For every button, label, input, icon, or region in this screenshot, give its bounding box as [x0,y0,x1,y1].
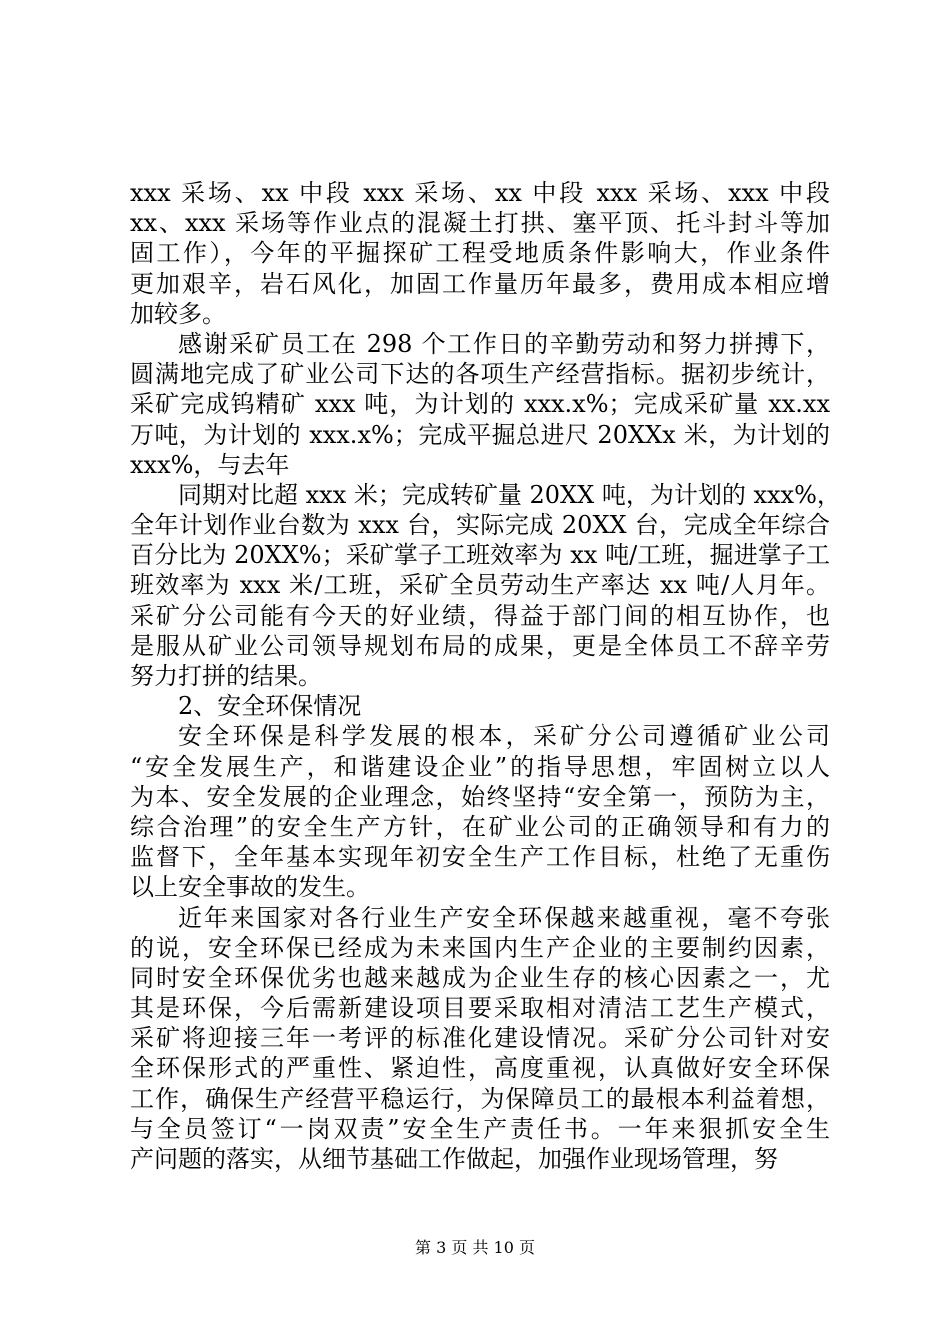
text-line: 采矿完成钨精矿 xxx 吨，为计划的 xxx.x%；完成采矿量 xx.xx [130,390,830,419]
text-line: 为本、安全发展的企业理念，始终坚持“安全第一，预防为主， [130,782,830,811]
document-body [130,178,841,1174]
text-line: 近年来国家对各行业生产安全环保越来越重视，毫不夸张 [178,903,830,932]
text-line: 万吨，为计划的 xxx.x%；完成平掘总进尺 20XXx 米，为计划的 [130,420,830,449]
text-line: 同期对比超 xxx 米；完成转矿量 20XX 吨，为计划的 xxx%， [178,480,841,509]
text-line: 感谢采矿员工在 298 个工作日的辛勤劳动和努力拼搏下， [178,329,830,358]
section-heading [130,691,830,721]
paragraph [130,178,830,329]
text-line: 其是环保，今后需新建设项目要采取相对清洁工艺生产模式， [130,994,830,1023]
text-line: 与全员签订“一岗双责”安全生产责任书。一年来狠抓安全生 [130,1114,830,1143]
text-line: 同时安全环保优劣也越来越成为企业生存的核心因素之一，尤 [130,963,830,992]
text-line: xxx 采场、xx 中段 xxx 采场、xx 中段 xxx 采场、xxx 中段 [130,179,830,207]
text-line: xxx%，与去年 [130,450,290,479]
text-line: 更加艰辛，岩石风化，加固工作量历年最多，费用成本相应增 [130,269,830,298]
text-line: 圆满地完成了矿业公司下达的各项生产经营指标。据初步统计， [130,360,830,389]
text-line: 2、安全环保情况 [178,692,362,721]
text-line: 综合治理”的安全生产方针，在矿业公司的正确领导和有力的 [130,812,830,841]
text-line: 班效率为 xxx 米/工班，采矿全员劳动生产率达 xx 吨/人月年。 [130,571,830,600]
text-line: 全年计划作业台数为 xxx 台，实际完成 20XX 台，完成全年综合 [130,511,830,540]
text-line: xx、xxx 采场等作业点的混凝土打拱、塞平顶、托斗封斗等加 [130,209,830,238]
text-line: 采矿将迎接三年一考评的标准化建设情况。采矿分公司针对安 [130,1024,830,1053]
text-line: 百分比为 20XX%；采矿掌子工班效率为 xx 吨/工班，掘进掌子工 [130,541,830,570]
text-line: 安全环保是科学发展的根本，采矿分公司遵循矿业公司 [178,722,830,751]
text-line: 固工作），今年的平掘探矿工程受地质条件影响大，作业条件 [130,239,830,268]
text-line: 是服从矿业公司领导规划布局的成果，更是全体员工不辞辛劳 [130,631,830,660]
text-line: 的说，安全环保已经成为未来国内生产企业的主要制约因素， [130,933,830,962]
paragraph [130,480,841,691]
text-line: “安全发展生产，和谐建设企业”的指导思想，牢固树立以人 [130,752,830,781]
text-line: 产问题的落实，从细节基础工作做起，加强作业现场管理，努 [130,1145,778,1173]
paragraph [130,329,830,480]
paragraph [130,721,830,902]
paragraph [130,903,830,1175]
text-line: 加较多。 [130,299,226,328]
text-line: 采矿分公司能有今天的好业绩，得益于部门间的相互协作，也 [130,601,830,630]
text-line: 工作，确保生产经营平稳运行，为保障员工的最根本利益着想， [130,1084,830,1113]
text-line: 全环保形式的严重性、紧迫性，高度重视，认真做好安全环保 [130,1054,830,1083]
text-line: 努力打拼的结果。 [130,662,322,690]
page-footer: 第 3 页 共 10 页 [415,1238,535,1257]
text-line: 以上安全事故的发生。 [130,873,370,902]
text-line: 监督下，全年基本实现年初安全生产工作目标，杜绝了无重伤 [130,843,830,872]
